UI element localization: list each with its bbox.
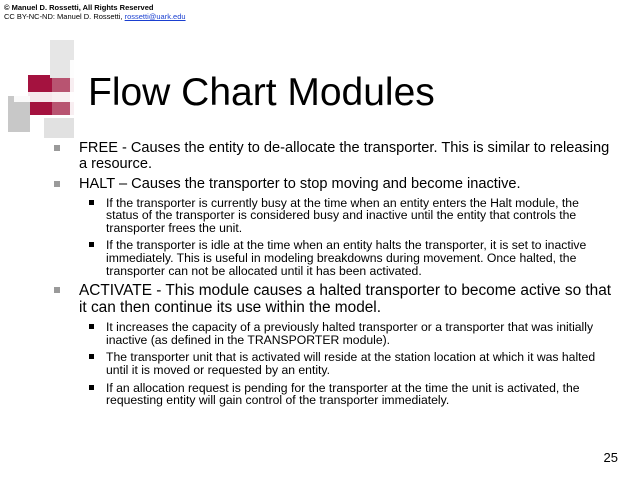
square-bullet-icon xyxy=(54,145,60,151)
bullet-text: ACTIVATE - This module causes a halted transporter to become active so that it can then continue its use within the model. xyxy=(79,282,612,317)
page-number: 25 xyxy=(603,450,618,465)
square-bullet-icon xyxy=(89,242,94,247)
bullet-halt xyxy=(0,176,638,192)
sub-bullet-halt-busy xyxy=(0,197,638,235)
sub-bullet-halt-idle xyxy=(0,239,638,277)
sub-bullet-text: If an allocation request is pending for the transporter at the time the unit is activated, the requesting entity will gain control of the transporter immediately. xyxy=(106,380,580,408)
author-email-link[interactable]: rossetti@uark.edu xyxy=(124,12,186,21)
license-text: CC BY-NC-ND: Manuel D. Rossetti, xyxy=(4,12,125,21)
lower-gray-square xyxy=(44,118,74,138)
sub-bullet-text: It increases the capacity of a previously halted transporter or a transporter that was initially inactive (as defined in the TRANSPORTER module). xyxy=(106,320,594,347)
sub-bullet-activate-capacity xyxy=(0,321,638,346)
bullet-text: HALT – Causes the transporter to stop moving and become inactive. xyxy=(79,176,521,193)
square-bullet-icon xyxy=(89,385,94,390)
square-bullet-icon xyxy=(54,287,60,293)
bullet-text: FREE - Causes the entity to de-allocate the transporter. This is similar to releasing a resource. xyxy=(79,140,610,173)
sub-bullet-text: If the transporter is currently busy at the time when an entity enters the Halt module, the status of the transporter is considered busy and inactive until the entity that controls the transporter frees the unit. xyxy=(106,195,579,235)
slide-body xyxy=(0,140,638,412)
bullet-activate xyxy=(0,282,638,316)
square-bullet-icon xyxy=(89,354,94,359)
square-bullet-icon xyxy=(89,324,94,329)
slide-title: Flow Chart Modules xyxy=(88,71,435,114)
copyright-line: © Manuel D. Rossetti, All Rights Reserved xyxy=(4,3,154,12)
sub-bullet-activate-pending xyxy=(0,382,638,407)
square-bullet-icon xyxy=(54,181,60,187)
sub-bullet-text: The transporter unit that is activated will reside at the station location at which it was halted until it is moved or requested by an entity. xyxy=(106,350,596,377)
sub-bullet-text: If the transporter is idle at the time when an entity halts the transporter, it is set to inactive immediately. This is useful in modeling breakdowns during movement. Once halted, the transporter can not be allocated until it has been activated. xyxy=(106,238,587,278)
square-bullet-icon xyxy=(89,200,94,205)
sub-bullet-activate-location xyxy=(0,351,638,376)
bullet-free xyxy=(0,140,638,172)
